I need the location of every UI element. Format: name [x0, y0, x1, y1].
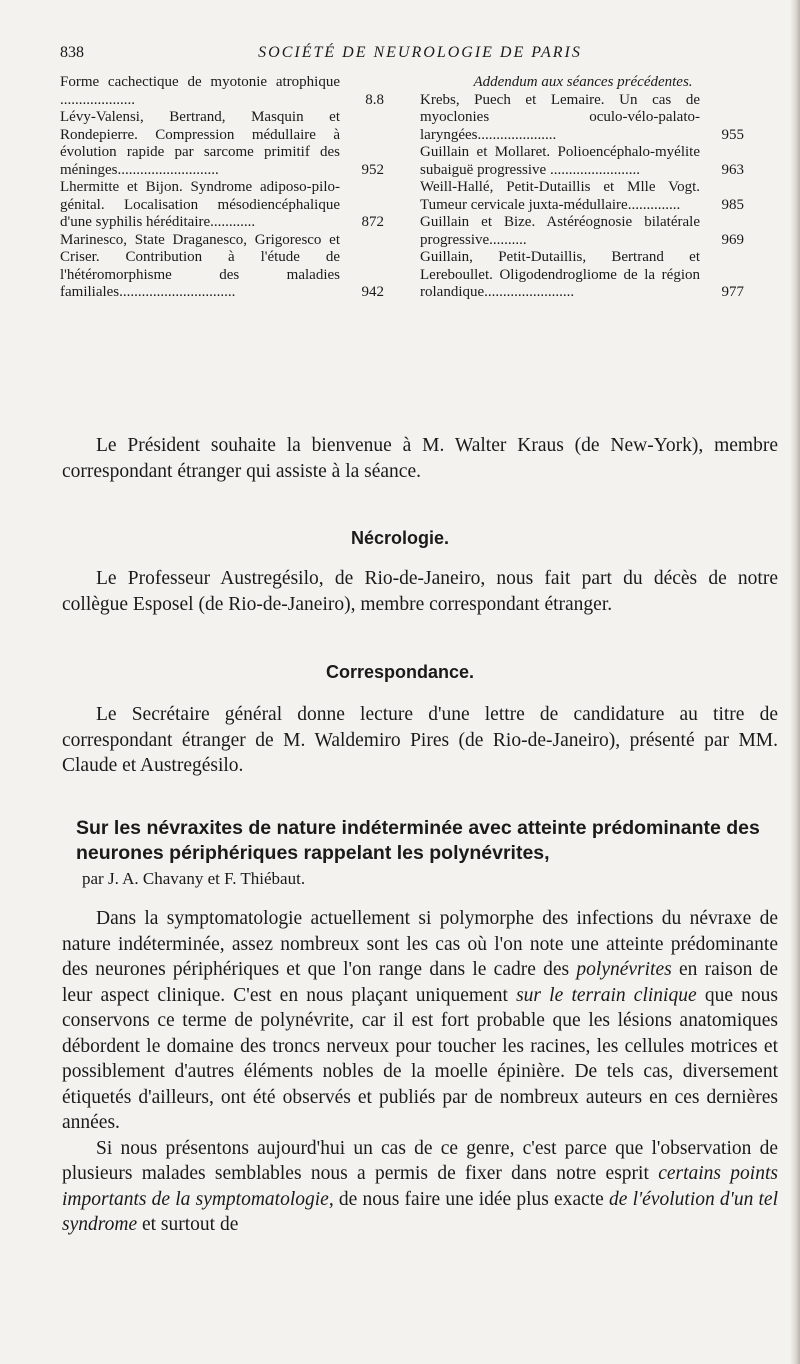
toc-entry-text: Lévy-Valensi, Bertrand, Masquin et Rondepierre. Compression médullaire à évolution rapide par sarcome primitif des méninges...........................: [60, 109, 340, 178]
toc-entry-page: 963: [721, 161, 744, 178]
toc-entry: [60, 109, 386, 179]
toc-entry: [420, 144, 746, 179]
article-title-text: Sur les névraxites de nature indéterminée avec atteinte prédominante des neurones périphériques rappelant les polynévrites,: [76, 817, 760, 864]
toc-entry-text: Marinesco, State Draganesco, Grigoresco et Criser. Contribution à l'étude de l'hétéromorphisme des maladies familiales...............................: [60, 231, 340, 300]
necrologie-paragraph: [62, 566, 778, 617]
text-run: Dans la symptomatologie actuellement si polymorphe des infections du névraxe de nature indéterminée, assez nombreux sont les cas où l'on note une atteinte prédominante des neurones périphériques et que l'on range dans le cadre des: [62, 908, 778, 980]
article-byline: par J. A. Chavany et F. Thiébaut.: [82, 869, 306, 888]
toc-entry-page: 952: [361, 161, 384, 178]
text-run: que nous conservons ce terme de polynévrite, car il est fort probable que les lésions anatomiques débordent le domaine des troncs nerveux pour toucher les racines, les cellules motrices et possiblement d'autres éléments nobles de la moelle épinière. De tels cas, diversement étiquetés d'ailleurs, ont été observés et publiés par de nombreux auteurs en ces dernières années.: [62, 984, 779, 1133]
toc-entry-page: 969: [721, 231, 744, 248]
toc-entry-page: 872: [361, 214, 384, 230]
correspondance-text: Le Secrétaire général donne lecture d'une lettre de candidature au titre de correspondant étranger de M. Waldemiro Pires (de Rio-de-Janeiro), présenté par MM. Claude et Austregésilo.: [62, 704, 778, 776]
article-paragraph-1: [62, 906, 778, 1136]
toc-entry: [60, 179, 386, 232]
toc-entry-page: 8.8: [365, 91, 384, 108]
necrologie-heading: Nécrologie.: [350, 528, 450, 548]
toc-entry-text: Guillain et Mollaret. Polioencéphalo-myélite subaiguë progressive ........................: [420, 144, 700, 178]
toc-entry-page: 942: [361, 284, 384, 300]
article-paragraph-2: [62, 1136, 778, 1238]
toc-entry: [420, 249, 746, 302]
toc-entry-text: Lhermitte et Bijon. Syndrome adiposo-pilo-génital. Localisation mésodiencéphalique d'une syphilis héréditaire............: [60, 179, 340, 230]
toc-entry: [420, 214, 746, 249]
correspondance-paragraph: [62, 702, 778, 779]
welcome-paragraph: [62, 433, 778, 484]
toc-entry-page: 977: [721, 284, 744, 300]
toc-entry-page: 985: [721, 196, 744, 213]
toc-entry-text: Weill-Hallé, Petit-Dutaillis et Mlle Vogt. Tumeur cervicale juxta-médullaire..............: [420, 179, 700, 213]
emphasis: de l'évolution d'un tel syndrome: [62, 1188, 778, 1235]
table-of-contents: [60, 74, 780, 384]
running-title: SOCIÉTÉ DE NEUROLOGIE DE PARIS: [258, 44, 582, 61]
page-number: 838: [60, 44, 84, 61]
toc-entry-text: Forme cachectique de myotonie atrophique ....................: [60, 74, 340, 108]
toc-entry-text: Guillain, Petit-Dutaillis, Bertrand et Lereboullet. Oligodendrogliome de la région rolandique........................: [420, 249, 700, 300]
toc-entry: [60, 74, 386, 109]
toc-entry: [60, 232, 386, 302]
necrologie-text: Le Professeur Austregésilo, de Rio-de-Janeiro, nous fait part du décès de notre collègue Esposel (de Rio-de-Janeiro), membre correspondant étranger.: [62, 568, 778, 615]
toc-entry-page: 955: [721, 126, 744, 143]
text-run: Si nous présentons aujourd'hui un cas de ce genre, c'est parce que l'observation de plusieurs malades semblables nous a permis de fixer dans notre esprit: [62, 1137, 778, 1184]
text-run: et surtout de: [137, 1214, 239, 1235]
page-edge-shadow: [790, 0, 800, 1364]
toc-entry: [420, 92, 746, 145]
toc-entry: [420, 179, 746, 214]
page-header: [60, 44, 780, 68]
emphasis: polynévrites: [576, 959, 672, 980]
toc-right-column: [420, 74, 746, 302]
article-title: [76, 816, 782, 891]
article-body: [62, 906, 778, 1238]
text-run: en raison de leur aspect clinique. C'est en nous plaçant uniquement: [62, 959, 778, 1006]
addendum-heading: Addendum aux séances précédentes.: [473, 74, 693, 90]
correspondance-heading: Correspondance.: [325, 662, 475, 682]
toc-left-column: [60, 74, 386, 302]
welcome-text: Le Président souhaite la bienvenue à M. Walter Kraus (de New-York), membre correspondant étranger qui assiste à la séance.: [62, 435, 778, 482]
text-run: de nous faire une idée plus exacte: [333, 1188, 609, 1210]
toc-entry-text: Guillain et Bize. Astéréognosie bilatérale progressive..........: [420, 214, 700, 248]
emphasis: certains points importants de la symptomatologie,: [62, 1163, 778, 1210]
toc-entry-text: Krebs, Puech et Lemaire. Un cas de myoclonies oculo-vélo-palato-laryngées.....................: [420, 91, 700, 143]
emphasis: sur le terrain clinique: [516, 984, 697, 1006]
